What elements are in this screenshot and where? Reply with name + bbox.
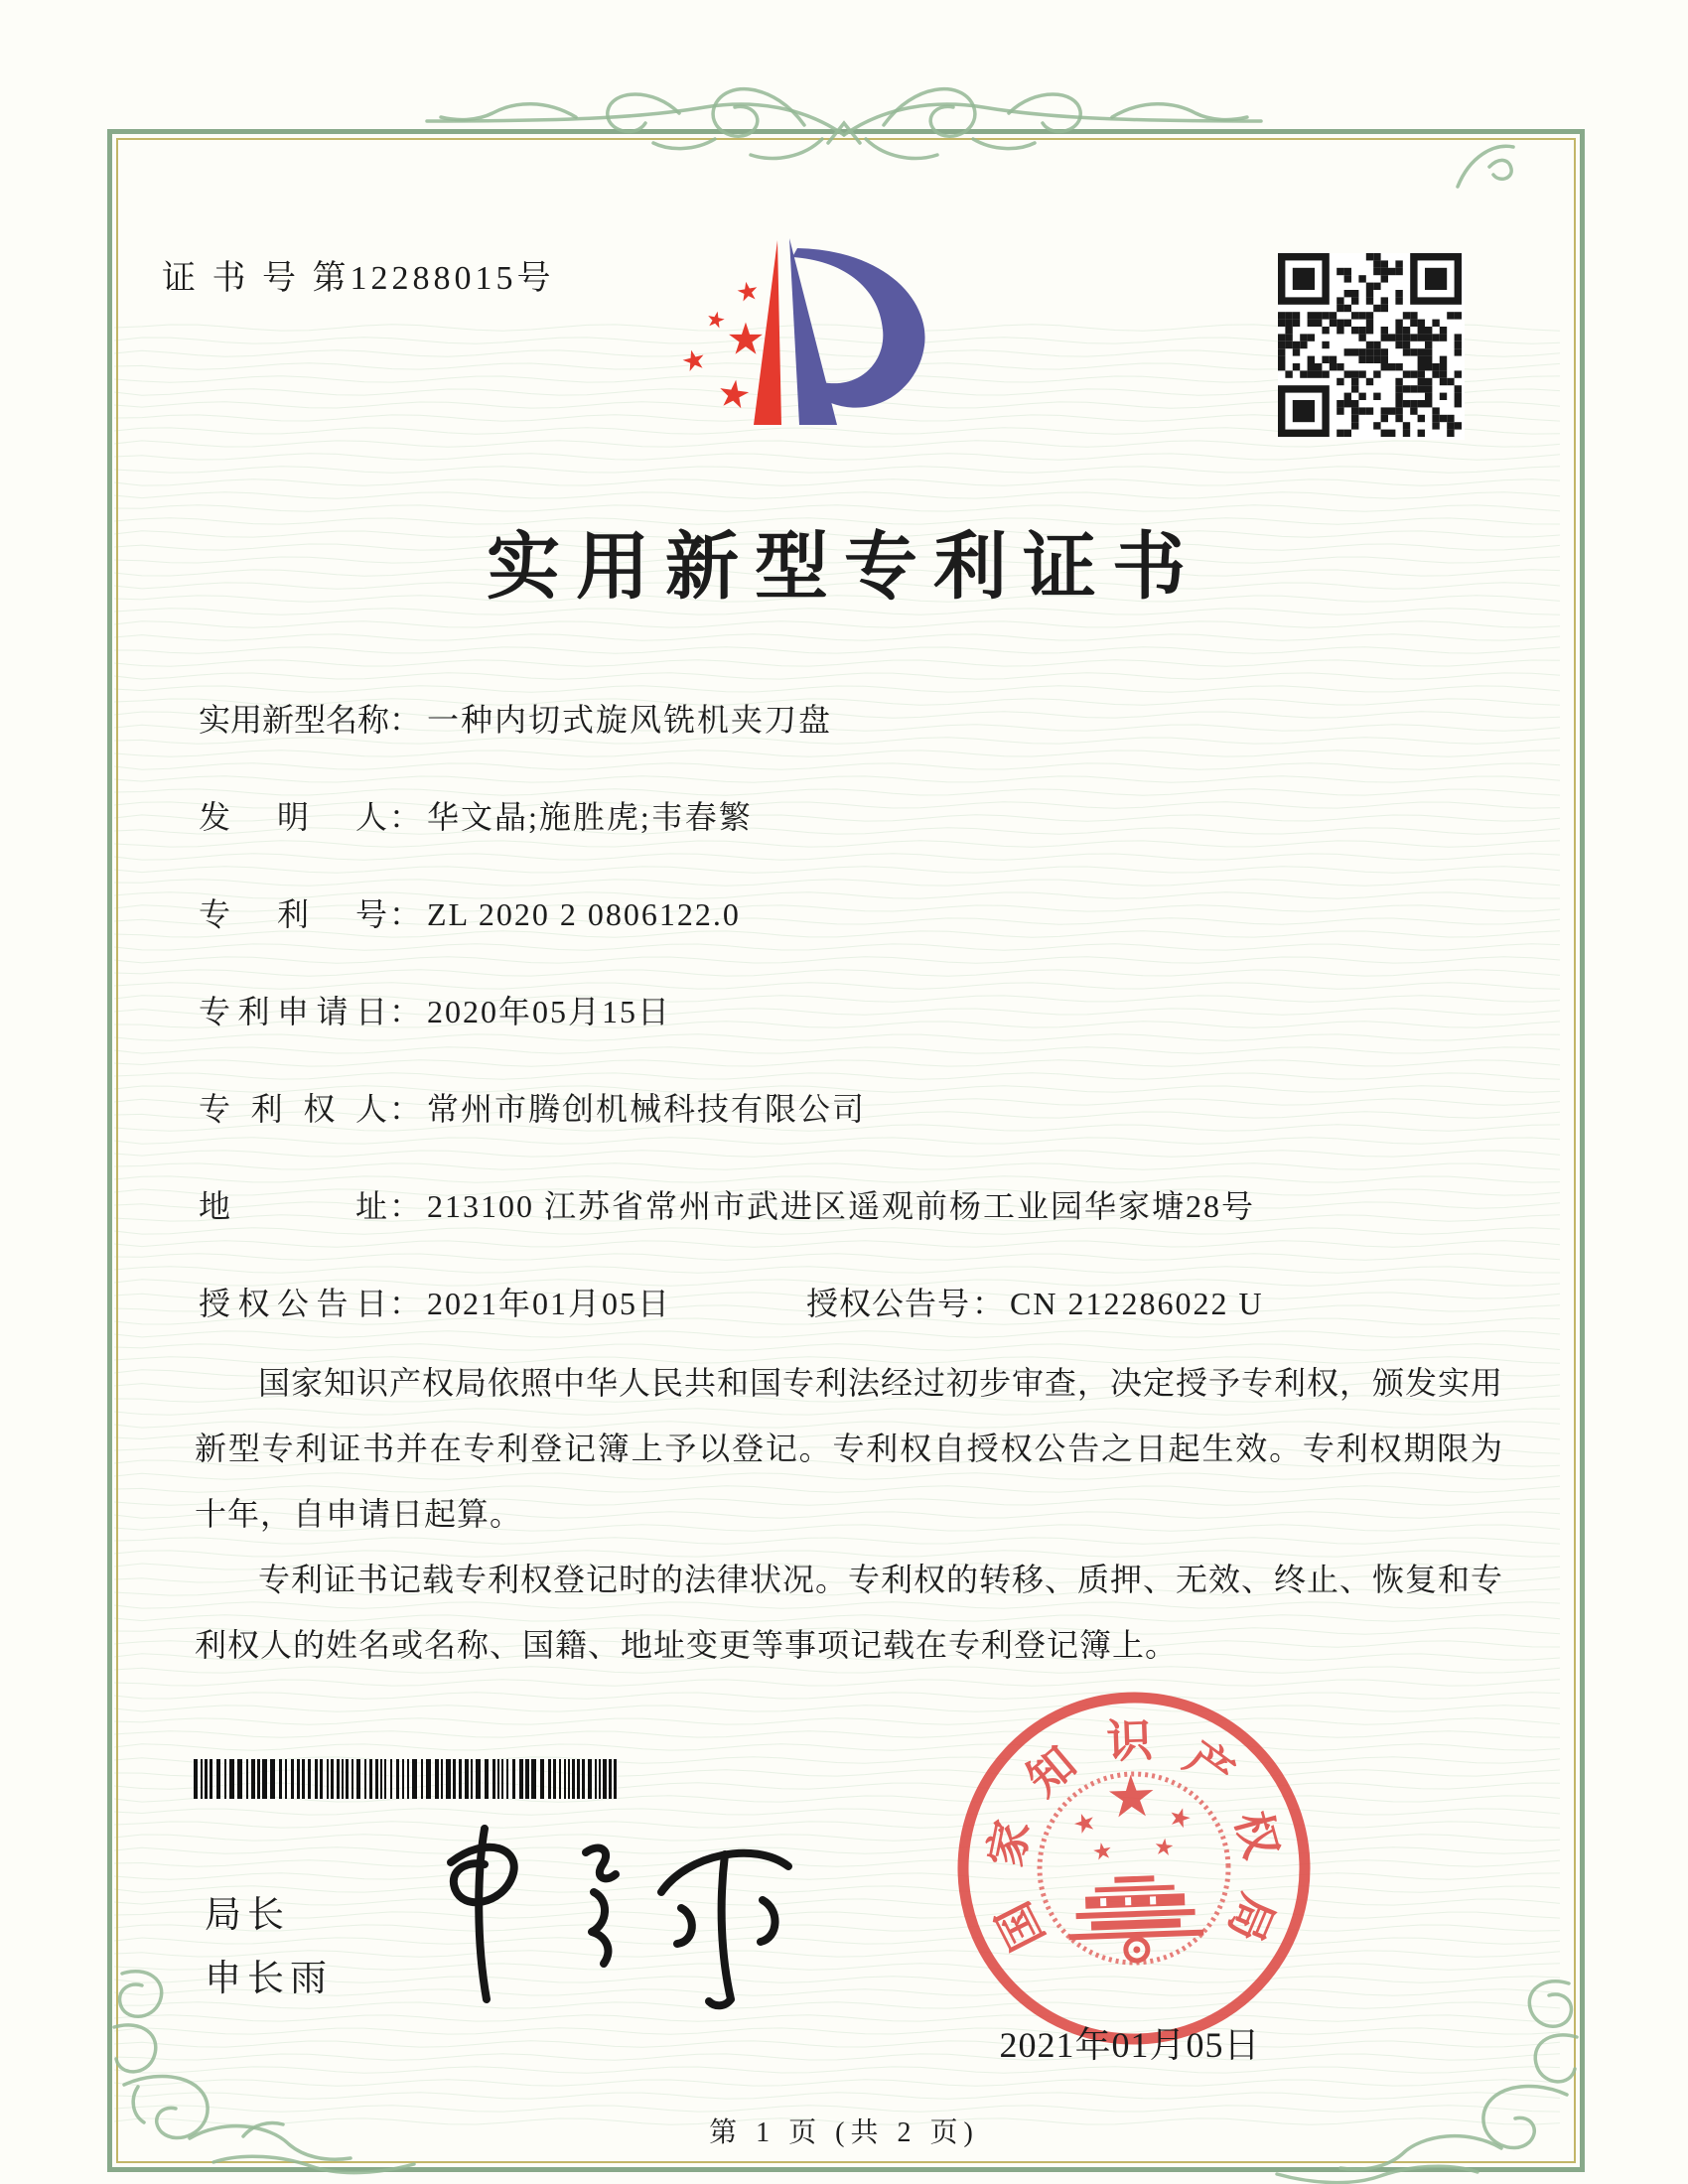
field-label: 授权公告日 [199,1286,387,1321]
field-value: 一种内切式旋风铣机夹刀盘 [427,702,833,738]
label-colon: ： [389,896,422,932]
field-row-patentee [199,1084,1519,1130]
svg-text:产: 产 [1176,1731,1243,1801]
svg-text:家: 家 [980,1816,1040,1871]
logo-stars [678,276,766,418]
field-grant-number [806,1279,1264,1324]
label-colon: ： [972,1286,1005,1321]
field-row-name [199,695,1519,741]
label-colon: ： [389,702,422,738]
legal-paragraph-2: 专利证书记载专利权登记时的法律状况。专利权的转移、质押、无效、终止、恢复和专利权人的姓名或名称、国籍、地址变更等事项记载在专利登记簿上。 [195,1562,1504,1663]
field-row-filing-date [199,987,1519,1032]
svg-text:国: 国 [987,1894,1055,1959]
svg-text:★: ★ [1165,1801,1196,1836]
svg-text:★: ★ [1090,1837,1115,1866]
svg-text:知: 知 [1018,1737,1086,1806]
label-colon: ： [389,994,422,1029]
field-value: ZL 2020 2 0806122.0 [427,896,741,932]
svg-text:★: ★ [678,342,710,380]
field-label: 专利权人 [199,1091,387,1127]
barcode [194,1759,621,1799]
field-value: CN 212286022 U [1010,1286,1264,1321]
legal-paragraph-1: 国家知识产权局依照中华人民共和国专利法经过初步审查，决定授予专利权，颁发实用新型专利证书并在专利登记簿上予以登记。专利权自授权公告之日起生效。专利权期限为十年，自申请日起算。 [195,1365,1504,1532]
cnipa-logo [631,220,948,449]
page-number-footer: 第 1 页 (共 2 页) [709,2117,979,2148]
qr-code [1278,253,1465,440]
certificate-number: 证 书 号 第12288015号 [162,260,555,297]
field-row-patent-number [199,889,1519,935]
svg-text:★: ★ [726,315,766,364]
label-colon: ： [389,1091,422,1127]
commissioner-title: 局长 [205,1894,290,1935]
label-colon: ： [389,1188,422,1224]
field-label: 发明人 [199,799,387,835]
field-label: 专利号 [199,896,387,932]
svg-text:★: ★ [1104,1763,1159,1831]
field-value: 2020年05月15日 [427,994,672,1029]
svg-text:★: ★ [1152,1834,1176,1861]
svg-text:局: 局 [1218,1886,1284,1950]
label-colon: ： [389,799,422,835]
field-label: 专利申请日 [199,994,387,1029]
seal-date: 2021年01月05日 [999,2025,1261,2065]
certificate-title: 实用新型专利证书 [487,527,1201,609]
field-row-address [199,1181,1519,1227]
field-row-grant-date [199,1279,1519,1324]
svg-text:★: ★ [1068,1806,1101,1842]
commissioner-name: 申长雨 [205,1958,333,1998]
label-colon: ： [389,1286,422,1321]
legal-text-block [195,1350,1503,1678]
field-label: 实用新型名称 [199,702,390,738]
svg-text:识: 识 [1105,1714,1154,1768]
svg-text:权: 权 [1225,1806,1288,1864]
svg-text:★: ★ [703,305,729,335]
svg-text:★: ★ [734,275,762,309]
field-label: 地址 [199,1188,387,1224]
field-label: 授权公告号 [806,1286,971,1321]
field-value: 213100 江苏省常州市武进区遥观前杨工业园华家塘28号 [427,1188,1256,1224]
official-red-seal [928,1663,1339,2074]
svg-text:★: ★ [714,371,754,419]
commissioner-signature [427,1805,884,2013]
field-value: 常州市腾创机械科技有限公司 [427,1091,867,1127]
field-row-inventors [199,792,1519,838]
field-value: 华文晶;施胜虎;韦春繁 [427,799,753,835]
field-value: 2021年01月05日 [427,1286,672,1321]
